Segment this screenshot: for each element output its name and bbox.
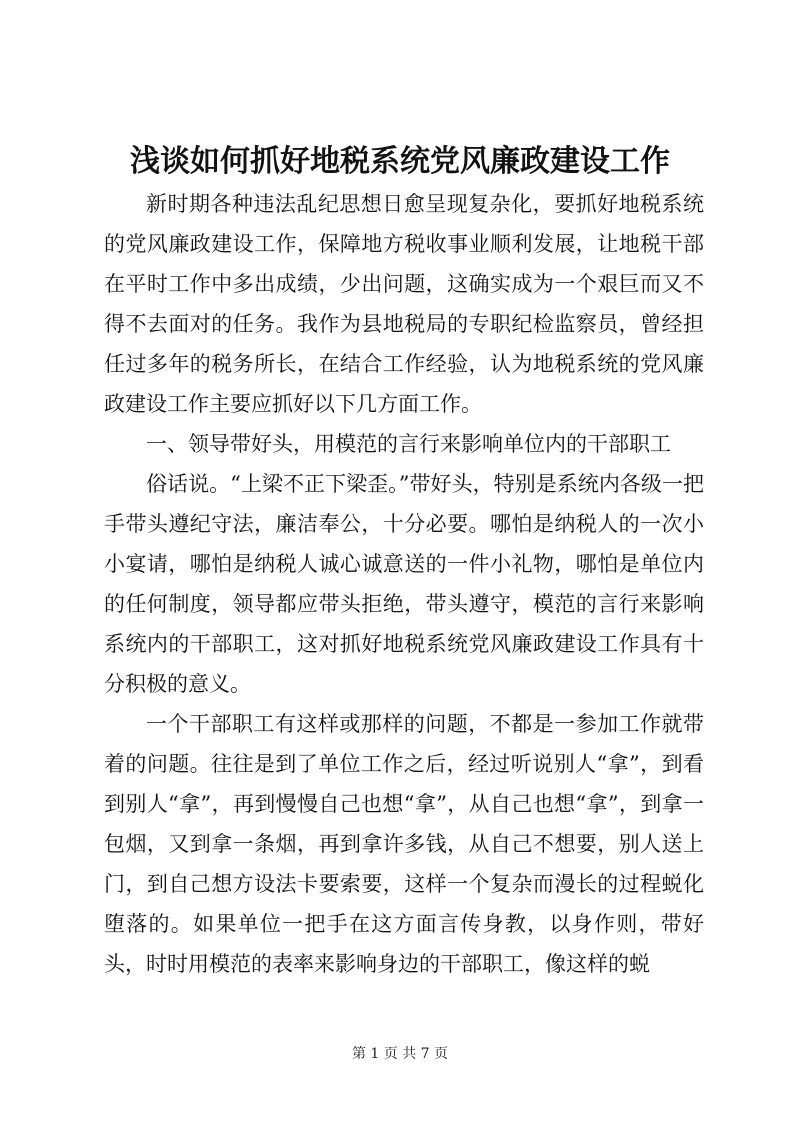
paragraph-intro: 新时期各种违法乱纪思想日愈呈现复杂化，要抓好地税系统的党风廉政建设工作，保障地方税收事业顺利发展，让地税干部在平时工作中多出成绩，少出问题，这确实成为一个艰巨而又不得不去面对的任务。我作为县地税局的专职纪检监察员，曾经担任过多年的税务所长，在结合工作经验，认为地税系统的党风廉政建设工作主要应抓好以下几方面工作。 [104, 192, 704, 416]
section-heading-1: 一、领导带好头，用模范的言行来影响单位内的干部职工 [146, 432, 671, 456]
page-number-footer: 第 1 页 共 7 页 [351, 1046, 449, 1062]
paragraph-proverb: 俗话说。“上梁不正下梁歪。”带好头，特别是系统内各级一把手带头遵纪守法，廉洁奉公，十分必要。哪怕是纳税人的一次小小宴请，哪怕是纳税人诚心诚意送的一件小礼物，哪怕是单位内的任何制度，领导都应带头拒绝，带头遵守，模范的言行来影响系统内的干部职工，这对抓好地税系统党风廉政建设工作具有十分积极的意义。 [104, 472, 704, 696]
document-title: 浅谈如何抓好地税系统党风廉政建设工作 [130, 144, 670, 179]
paragraph-cadre-problems: 一个干部职工有这样或那样的问题，不都是一参加工作就带着的问题。往往是到了单位工作之后，经过听说别人“拿”，到看到别人“拿”，再到慢慢自己也想“拿”，从自己也想“拿”，到拿一包烟，又到拿一条烟，再到拿许多钱，从自己不想要，别人送上门，到自己想方设法卡要索要，这样一个复杂而漫长的过程蜕化堕落的。如果单位一把手在这方面言传身教，以身作则，带好头，时时用模范的表率来影响身边的干部职工，像这样的蜕 [104, 712, 704, 976]
document-body [104, 184, 704, 984]
